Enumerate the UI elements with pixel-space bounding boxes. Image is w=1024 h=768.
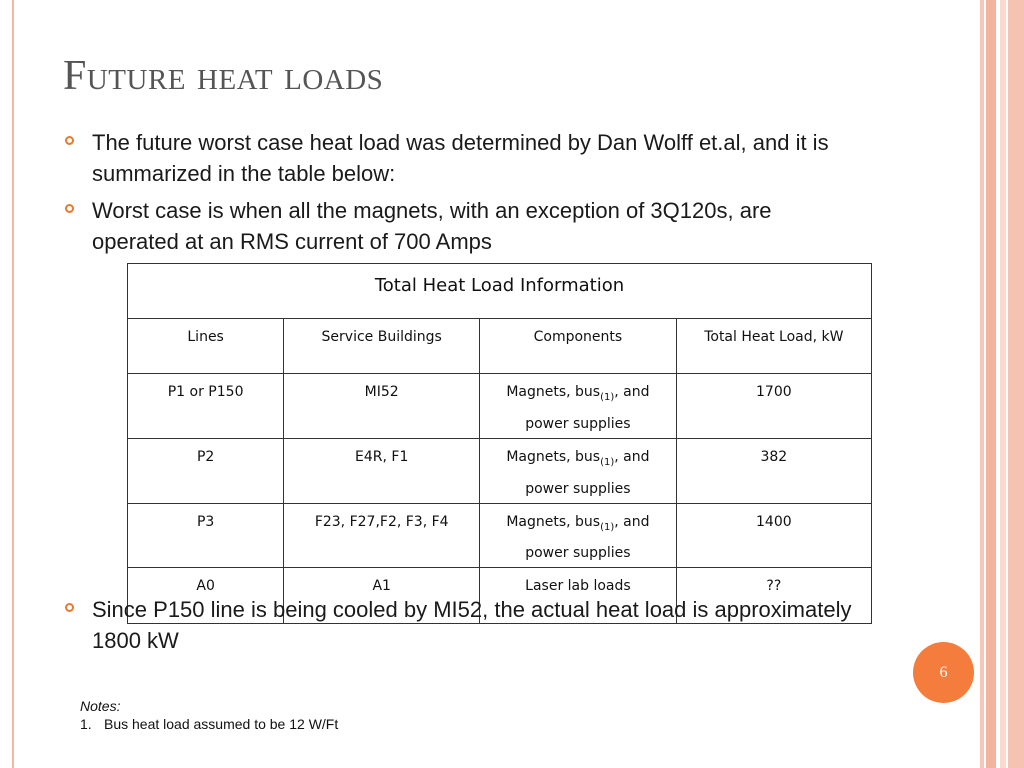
bullet-text: The future worst case heat load was determined by Dan Wolff et.al, and it is summarized in the table below: [92, 130, 829, 186]
page-number: 6 [939, 663, 948, 681]
cell-components: Laser lab loads [480, 568, 677, 624]
table-header-row [128, 319, 872, 374]
cell-load: ?? [676, 568, 871, 624]
column-header: Service Buildings [284, 319, 480, 374]
cell-load: 382 [676, 438, 871, 503]
note-text: Bus heat load assumed to be 12 W/Ft [104, 716, 339, 732]
bullet-text: Since P150 line is being cooled by MI52, the actual heat load is approximately 1800 kW [92, 597, 852, 653]
bullet-item [64, 195, 864, 257]
left-border-rule [12, 0, 14, 768]
cell-line: A0 [128, 568, 284, 624]
heat-load-table [127, 263, 872, 624]
cell-line: P1 or P150 [128, 374, 284, 439]
orange-ring-bullet-icon [65, 204, 74, 213]
table-row [128, 374, 872, 439]
cell-buildings: MI52 [284, 374, 480, 439]
column-header: Components [480, 319, 677, 374]
cell-load: 1700 [676, 374, 871, 439]
cell-line: P2 [128, 438, 284, 503]
right-decorative-stripes [978, 0, 1024, 768]
cell-load: 1400 [676, 503, 871, 568]
bullet-item [64, 127, 864, 189]
orange-ring-bullet-icon [65, 136, 74, 145]
cell-buildings: E4R, F1 [284, 438, 480, 503]
bullet-list [64, 127, 864, 263]
cell-components: Magnets, bus$_{(1)}$, and power supplies [480, 503, 677, 568]
cell-line: P3 [128, 503, 284, 568]
column-header: Total Heat Load, kW [676, 319, 871, 374]
bullet-text: Worst case is when all the magnets, with an exception of 3Q120s, are operated at an RMS current of 700 Amps [92, 198, 772, 254]
notes-title: Notes: [80, 698, 121, 714]
bullet-item [64, 594, 864, 656]
cell-buildings: A1 [284, 568, 480, 624]
column-header: Lines [128, 319, 284, 374]
orange-ring-bullet-icon [65, 603, 74, 612]
table-row [128, 503, 872, 568]
cell-buildings: F23, F27,F2, F3, F4 [284, 503, 480, 568]
cell-components: Magnets, bus$_{(1)}$, and power supplies [480, 374, 677, 439]
page-number-badge [913, 642, 974, 703]
bullet-list-bottom [64, 594, 864, 662]
slide-title: Future heat loads [63, 53, 384, 99]
note-item [80, 716, 338, 732]
table-caption: Total Heat Load Information [128, 264, 872, 319]
note-number: 1. [80, 716, 92, 732]
table-row [128, 438, 872, 503]
notes-block [80, 698, 338, 732]
cell-components: Magnets, bus$_{(1)}$, and power supplies [480, 438, 677, 503]
